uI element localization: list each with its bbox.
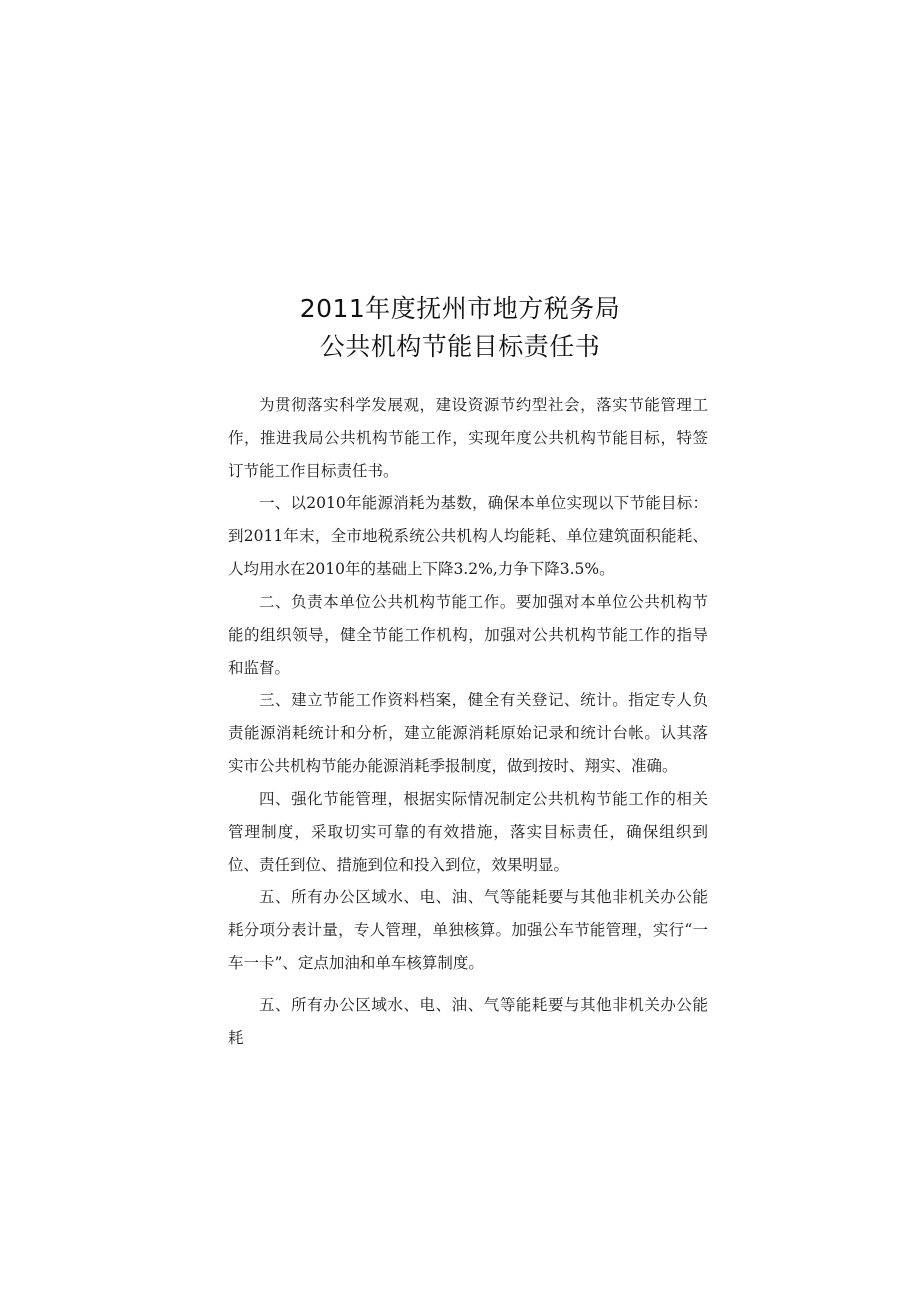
document-title-line-2: 公共机构节能目标责任书	[319, 332, 601, 361]
paragraph-intro: 为贯彻落实科学发展观，建设资源节约型社会，落实节能管理工作，推进我局公共机构节能工作，实现年度公共机构节能目标，特签订节能工作目标责任书。	[228, 396, 708, 480]
paragraph-item-5: 五、所有办公区域水、电、油、气等能耗要与其他非机关办公能耗分项分表计量，专人管理，单独核算。加强公车节能管理，实行“一车一卡”、定点加油和单车核算制度。	[228, 888, 708, 972]
paragraph-item-2: 二、负责本单位公共机构节能工作。要加强对本单位公共机构节能的组织领导，健全节能工作机构，加强对公共机构节能工作的指导和监督。	[228, 593, 708, 677]
paragraph-item-5-repeat: 五、所有办公区域水、电、油、气等能耗要与其他非机关办公能耗	[228, 996, 708, 1047]
document-title-line-1: 2011年度抚州市地方税务局	[299, 294, 621, 323]
paragraph-item-4: 四、强化节能管理，根据实际情况制定公共机构节能工作的相关管理制度，采取切实可靠的有效措施，落实目标责任，确保组织到位、责任到位、措施到位和投入到位，效果明显。	[228, 790, 708, 874]
paragraph-item-1: 一、以2010年能源消耗为基数，确保本单位实现以下节能目标：到2011年末，全市地税系统公共机构人均能耗、单位建筑面积能耗、人均用水在2010年的基础上下降3.2%,力争下降3.5%。	[228, 494, 708, 578]
paragraph-item-3: 三、建立节能工作资料档案，健全有关登记、统计。指定专人负责能源消耗统计和分析，建立能源消耗原始记录和统计台帐。认其落实市公共机构节能办能源消耗季报制度，做到按时、翔实、准确。	[228, 691, 708, 775]
